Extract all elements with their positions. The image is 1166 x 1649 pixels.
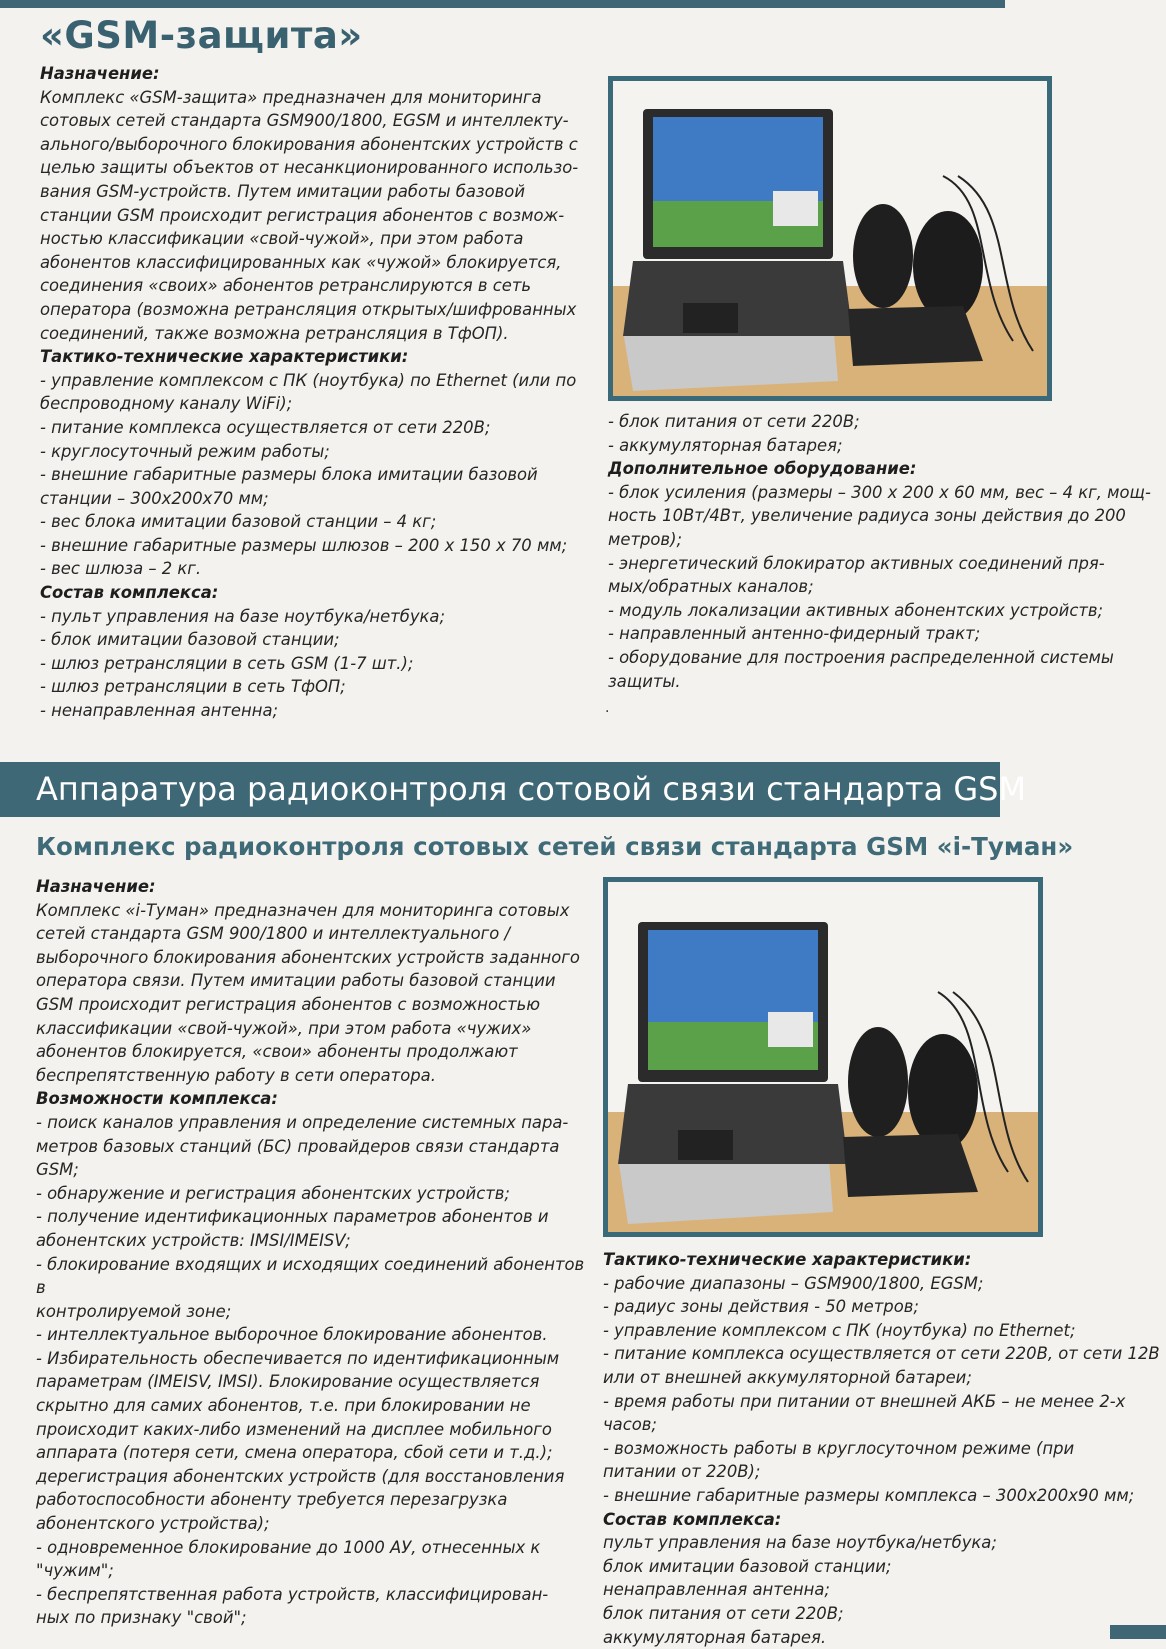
section-heading: Назначение:	[36, 875, 596, 899]
text-line: метров);	[608, 528, 1166, 552]
text-line: GSM;	[36, 1158, 596, 1182]
text-line: - блокирование входящих и исходящих соединений абонентов в	[36, 1253, 596, 1300]
text-line: соединений, также возможна ретрансляция в ТфОП).	[40, 322, 600, 346]
text-line: - беспрепятственная работа устройств, классифицирован-	[36, 1583, 596, 1607]
text-line: сетей стандарта GSM 900/1800 и интеллектуального /	[36, 922, 596, 946]
text-line: соединения «своих» абонентов ретранслируются в сеть	[40, 274, 600, 298]
section-heading: Тактико-технические характеристики:	[603, 1248, 1166, 1272]
text-line: блок имитации базовой станции;	[603, 1555, 1166, 1579]
bottom-corner-bar	[1110, 1625, 1166, 1639]
text-line: мых/обратных каналов;	[608, 575, 1166, 599]
text-line: - направленный антенно-фидерный тракт;	[608, 622, 1166, 646]
section-heading: Дополнительное оборудование:	[608, 457, 1166, 481]
text-line: - Избирательность обеспечивается по идентификационным	[36, 1347, 596, 1371]
text-line: - внешние габаритные размеры комплекса – 300x200x90 мм;	[603, 1484, 1166, 1508]
text-line: - оборудование для построения распределенной системы	[608, 646, 1166, 670]
section1-product-photo	[608, 76, 1052, 401]
text-line: - внешние габаритные размеры блока имитации базовой	[40, 463, 600, 487]
text-line: - питание комплекса осуществляется от сети 220В, от сети 12В	[603, 1342, 1166, 1366]
text-line: ального/выборочного блокирования абонентских устройств с	[40, 133, 600, 157]
section2-right-column	[603, 1248, 1166, 1649]
section2-product-photo	[603, 877, 1043, 1237]
text-line: - энергетический блокиратор активных соединений пря-	[608, 552, 1166, 576]
text-line: происходит каких-либо изменений на дисплее мобильного	[36, 1418, 596, 1442]
text-line: - рабочие диапазоны – GSM900/1800, EGSM;	[603, 1272, 1166, 1296]
text-line: - шлюз ретрансляции в сеть ТфОП;	[40, 675, 600, 699]
text-line: вания GSM-устройств. Путем имитации работы базовой	[40, 180, 600, 204]
section1-title: «GSM-защита»	[40, 14, 363, 57]
text-line: скрытно для самих абонентов, т.е. при блокировании не	[36, 1394, 596, 1418]
section1-right-column	[608, 410, 1166, 693]
text-line: метров базовых станций (БС) провайдеров связи стандарта	[36, 1135, 596, 1159]
text-line: - поиск каналов управления и определение системных пара-	[36, 1111, 596, 1135]
text-line: - управление комплексом с ПК (ноутбука) по Ethernet;	[603, 1319, 1166, 1343]
text-line: ных по признаку "свой";	[36, 1606, 596, 1630]
text-line: станции GSM происходит регистрация абонентов с возмож-	[40, 204, 600, 228]
text-line: или от внешней аккумуляторной батареи;	[603, 1366, 1166, 1390]
text-line: - аккумуляторная батарея;	[608, 434, 1166, 458]
text-line: ненаправленная антенна;	[603, 1578, 1166, 1602]
text-line: ностью классификации «свой-чужой», при этом работа	[40, 227, 600, 251]
text-line: аппарата (потеря сети, смена оператора, сбой сети и т.д.);	[36, 1441, 596, 1465]
text-line: - время работы при питании от внешней АКБ – не менее 2-х часов;	[603, 1390, 1166, 1437]
text-line: - пульт управления на базе ноутбука/нетбука;	[40, 605, 600, 629]
text-line: GSM происходит регистрация абонентов с возможностью	[36, 993, 596, 1017]
text-line: абонентов блокируется, «свои» абоненты продолжают	[36, 1040, 596, 1064]
section-heading: Состав комплекса:	[40, 581, 600, 605]
text-line: - вес блока имитации базовой станции – 4 кг;	[40, 510, 600, 534]
section2-title: Комплекс радиоконтроля сотовых сетей связи стандарта GSM «i-Туман»	[36, 832, 1073, 861]
text-line: абонентских устройств: IMSI/IMEISV;	[36, 1229, 596, 1253]
text-line: - обнаружение и регистрация абонентских устройств;	[36, 1182, 596, 1206]
text-line: - блок усиления (размеры – 300 x 200 x 60 мм, вес – 4 кг, мощ-	[608, 481, 1166, 505]
section-heading: Состав комплекса:	[603, 1508, 1166, 1532]
text-line: - получение идентификационных параметров абонентов и	[36, 1205, 596, 1229]
text-line: абонентского устройства);	[36, 1512, 596, 1536]
text-line: - внешние габаритные размеры шлюзов – 200 x 150 x 70 мм;	[40, 534, 600, 558]
text-line: параметрам (IMEISV, IMSI). Блокирование осуществляется	[36, 1370, 596, 1394]
text-line: - блок питания от сети 220В;	[608, 410, 1166, 434]
text-line: выборочного блокирования абонентских устройств заданного	[36, 946, 596, 970]
text-line: - питание комплекса осуществляется от сети 220В;	[40, 416, 600, 440]
text-line: станции – 300x200x70 мм;	[40, 487, 600, 511]
text-line: Комплекс «i-Туман» предназначен для мониторинга сотовых	[36, 899, 596, 923]
text-line: - возможность работы в круглосуточном режиме (при	[603, 1437, 1166, 1461]
section-heading: Назначение:	[40, 62, 600, 86]
text-line: - вес шлюза – 2 кг.	[40, 557, 600, 581]
text-line: аккумуляторная батарея.	[603, 1626, 1166, 1649]
text-line: - управление комплексом с ПК (ноутбука) по Ethernet (или по	[40, 369, 600, 393]
section-heading: Возможности комплекса:	[36, 1087, 596, 1111]
text-line: - блок имитации базовой станции;	[40, 628, 600, 652]
text-line: целью защиты объектов от несанкционированного использо-	[40, 156, 600, 180]
text-line: оператора (возможна ретрансляция открытых/шифрованных	[40, 298, 600, 322]
text-line: оператора связи. Путем имитации работы базовой станции	[36, 969, 596, 993]
text-line: защиты.	[608, 670, 1166, 694]
text-line: пульт управления на базе ноутбука/нетбука;	[603, 1531, 1166, 1555]
text-line: питании от 220В);	[603, 1460, 1166, 1484]
text-line: ность 10Вт/4Вт, увеличение радиуса зоны действия до 200	[608, 504, 1166, 528]
section2-left-column	[36, 875, 596, 1630]
text-line: - интеллектуальное выборочное блокирование абонентов.	[36, 1323, 596, 1347]
text-line: - одновременное блокирование до 1000 АУ, отнесенных к "чужим";	[36, 1536, 596, 1583]
text-line: абонентов классифицированных как «чужой» блокируется,	[40, 251, 600, 275]
top-accent-bar	[0, 0, 1005, 8]
text-line: работоспособности абоненту требуется перезагрузка	[36, 1488, 596, 1512]
text-line: блок питания от сети 220В;	[603, 1602, 1166, 1626]
text-line: сотовых сетей стандарта GSM900/1800, EGSM и интеллекту-	[40, 109, 600, 133]
text-line: беспрепятственную работу в сети оператора.	[36, 1064, 596, 1088]
stray-dot-mark: .	[605, 700, 609, 716]
text-line: беспроводному каналу WiFi);	[40, 392, 600, 416]
text-line: контролируемой зоне;	[36, 1300, 596, 1324]
text-line: - шлюз ретрансляции в сеть GSM (1-7 шт.);	[40, 652, 600, 676]
text-line: - радиус зоны действия - 50 метров;	[603, 1295, 1166, 1319]
text-line: Комплекс «GSM-защита» предназначен для мониторинга	[40, 86, 600, 110]
section-banner: Аппаратура радиоконтроля сотовой связи стандарта GSM	[0, 762, 1000, 817]
section-heading: Тактико-технические характеристики:	[40, 345, 600, 369]
text-line: дерегистрация абонентских устройств (для восстановления	[36, 1465, 596, 1489]
text-line: классификации «свой-чужой», при этом работа «чужих»	[36, 1017, 596, 1041]
section1-left-column	[40, 62, 600, 723]
text-line: - ненаправленная антенна;	[40, 699, 600, 723]
text-line: - модуль локализации активных абонентских устройств;	[608, 599, 1166, 623]
text-line: - круглосуточный режим работы;	[40, 440, 600, 464]
